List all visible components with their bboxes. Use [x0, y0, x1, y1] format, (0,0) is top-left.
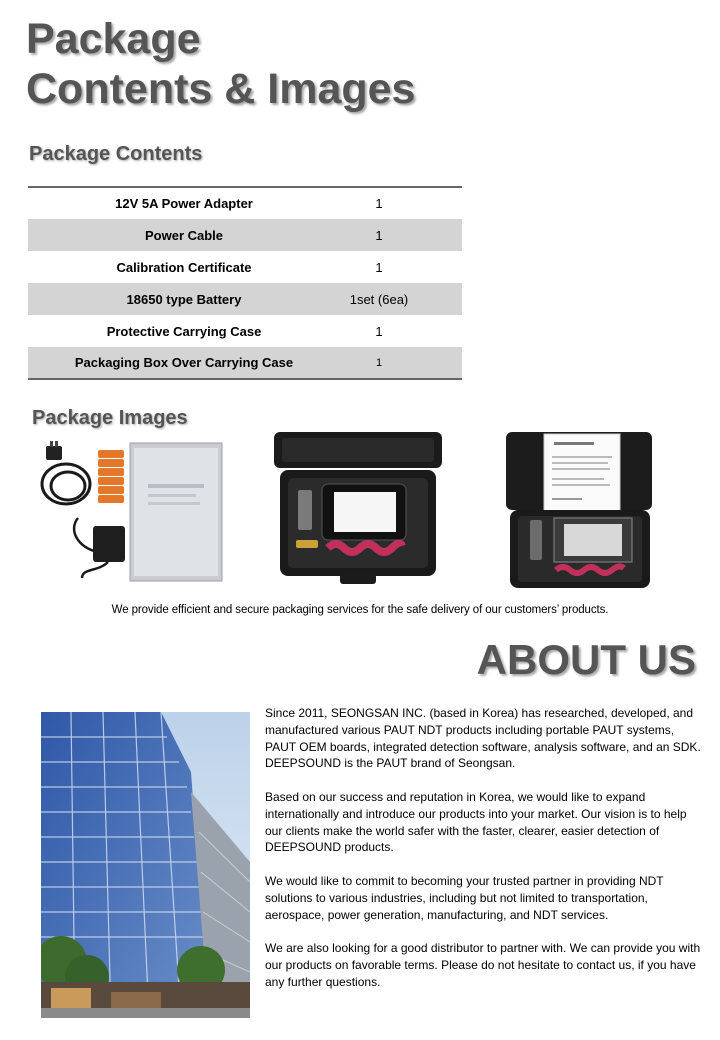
item-name: Calibration Certificate — [116, 259, 252, 275]
about-paragraph: Based on our success and reputation in Korea, we would like to expand internationally and introduce our products into your market. Our vision is to help our clients make the world safer with the faster, clearer, easier detection of DEEPSOUND products. — [265, 789, 687, 855]
package-contents-table — [28, 186, 462, 380]
about-paragraph: Since 2011, SEONGSAN INC. (based in Korea) has researched, developed, and manufactured various PAUT NDT products including portable PAUT systems, PAUT OEM boards, integrated detection software, analysis software, and an SDK. DEEPSOUND is the PAUT brand of Seongsan. — [265, 706, 701, 771]
table-row — [28, 251, 462, 283]
table-row — [28, 187, 462, 219]
package-images-caption: We provide efficient and secure packaging services for the safe delivery of our customers’ products. — [111, 604, 609, 616]
company-building-photo — [41, 712, 250, 1018]
item-quantity: 1 — [375, 323, 383, 339]
about-paragraph: We are also looking for a good distributor to partner with. We can provide you with our products on favorable terms. Please do not hesitate to contact us, if you have any further questions. — [265, 941, 701, 989]
item-quantity: 1set (6ea) — [349, 291, 409, 307]
table-row — [28, 219, 462, 251]
about-us-heading: ABOUT US — [476, 636, 696, 683]
table-row — [28, 347, 462, 379]
page-title — [26, 14, 415, 114]
item-name: 18650 type Battery — [126, 291, 242, 307]
about-paragraph: We would like to commit to becoming your trusted partner in providing NDT solutions to various industries, including but not limited to transportation, aerospace, power generation, manufacturing, and NDT services. — [265, 873, 664, 922]
table-row — [28, 283, 462, 315]
table-row — [28, 315, 462, 347]
item-quantity: 1 — [375, 259, 383, 275]
item-name: Power Cable — [144, 227, 224, 243]
package-contents-heading: Package Contents — [29, 143, 203, 165]
item-quantity: 1 — [375, 227, 383, 243]
item-quantity: 1 — [375, 196, 383, 211]
item-name: Packaging Box Over Carrying Case — [74, 355, 294, 370]
item-name: 12V 5A Power Adapter — [115, 196, 253, 211]
item-name: Protective Carrying Case — [106, 323, 262, 339]
page-title-line2: Contents & Images — [26, 65, 416, 113]
carrying-case-device-photo — [274, 432, 444, 587]
package-images-heading: Package Images — [32, 407, 188, 429]
page-title-line1: Package — [26, 15, 201, 63]
item-quantity: 1 — [375, 356, 383, 369]
about-us-text — [265, 705, 705, 1007]
carrying-case-certificate-photo — [506, 432, 652, 590]
accessories-photo — [38, 440, 226, 585]
